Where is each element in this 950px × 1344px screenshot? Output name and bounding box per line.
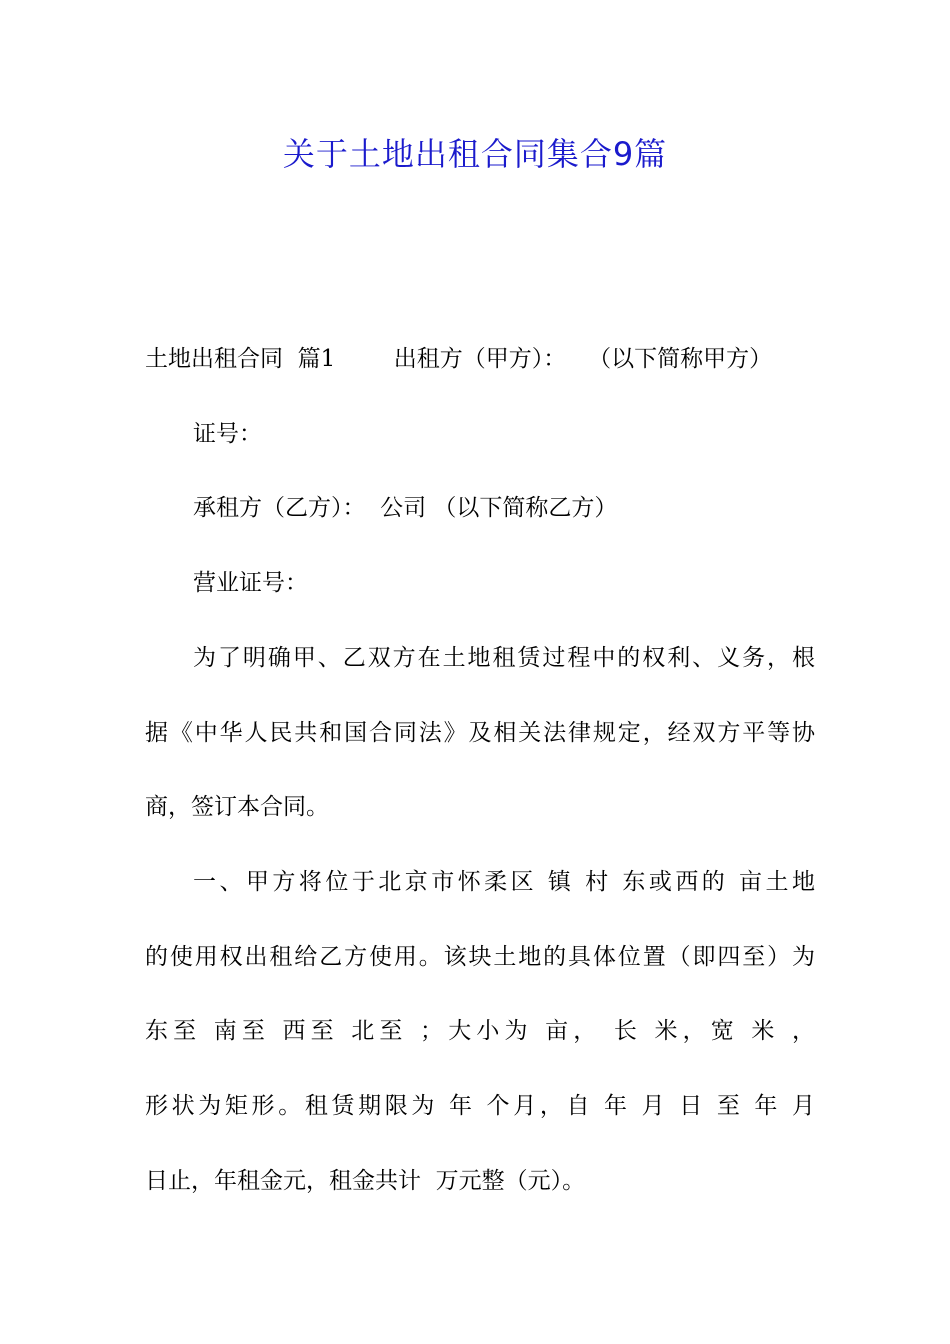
- paragraph-line: 据《中华人民共和国合同法》及相关法律规定，经双方平等协: [145, 720, 815, 746]
- clause-line: 的使用权出租给乙方使用。该块土地的具体位置（即四至）为: [145, 944, 815, 970]
- contract-heading-line: 土地出租合同 篇1 出租方（甲方）： （以下简称甲方）: [145, 346, 773, 372]
- clause-line: 形状为矩形。租赁期限为 年 个月，自 年 月 日 至 年 月: [145, 1093, 815, 1119]
- clause-line: 日止，年租金元，租金共计 万元整（元）。: [145, 1168, 586, 1194]
- document-title: 关于土地出租合同集合9篇: [282, 135, 668, 173]
- certificate-number-line: 证号：: [193, 421, 262, 447]
- paragraph-line: 商，签订本合同。: [145, 794, 329, 820]
- clause-line: 一、甲方将位于北京市怀柔区 镇 村 东或西的 亩土地: [193, 869, 815, 895]
- business-license-line: 营业证号：: [193, 570, 308, 596]
- lessee-line: 承租方（乙方）： 公司 （以下简称乙方）: [193, 495, 618, 521]
- clause-line: 东至 南至 西至 北至 ；大小为 亩， 长 米，宽 米 ，: [145, 1018, 815, 1044]
- paragraph-line: 为了明确甲、乙双方在土地租赁过程中的权利、义务，根: [193, 645, 815, 671]
